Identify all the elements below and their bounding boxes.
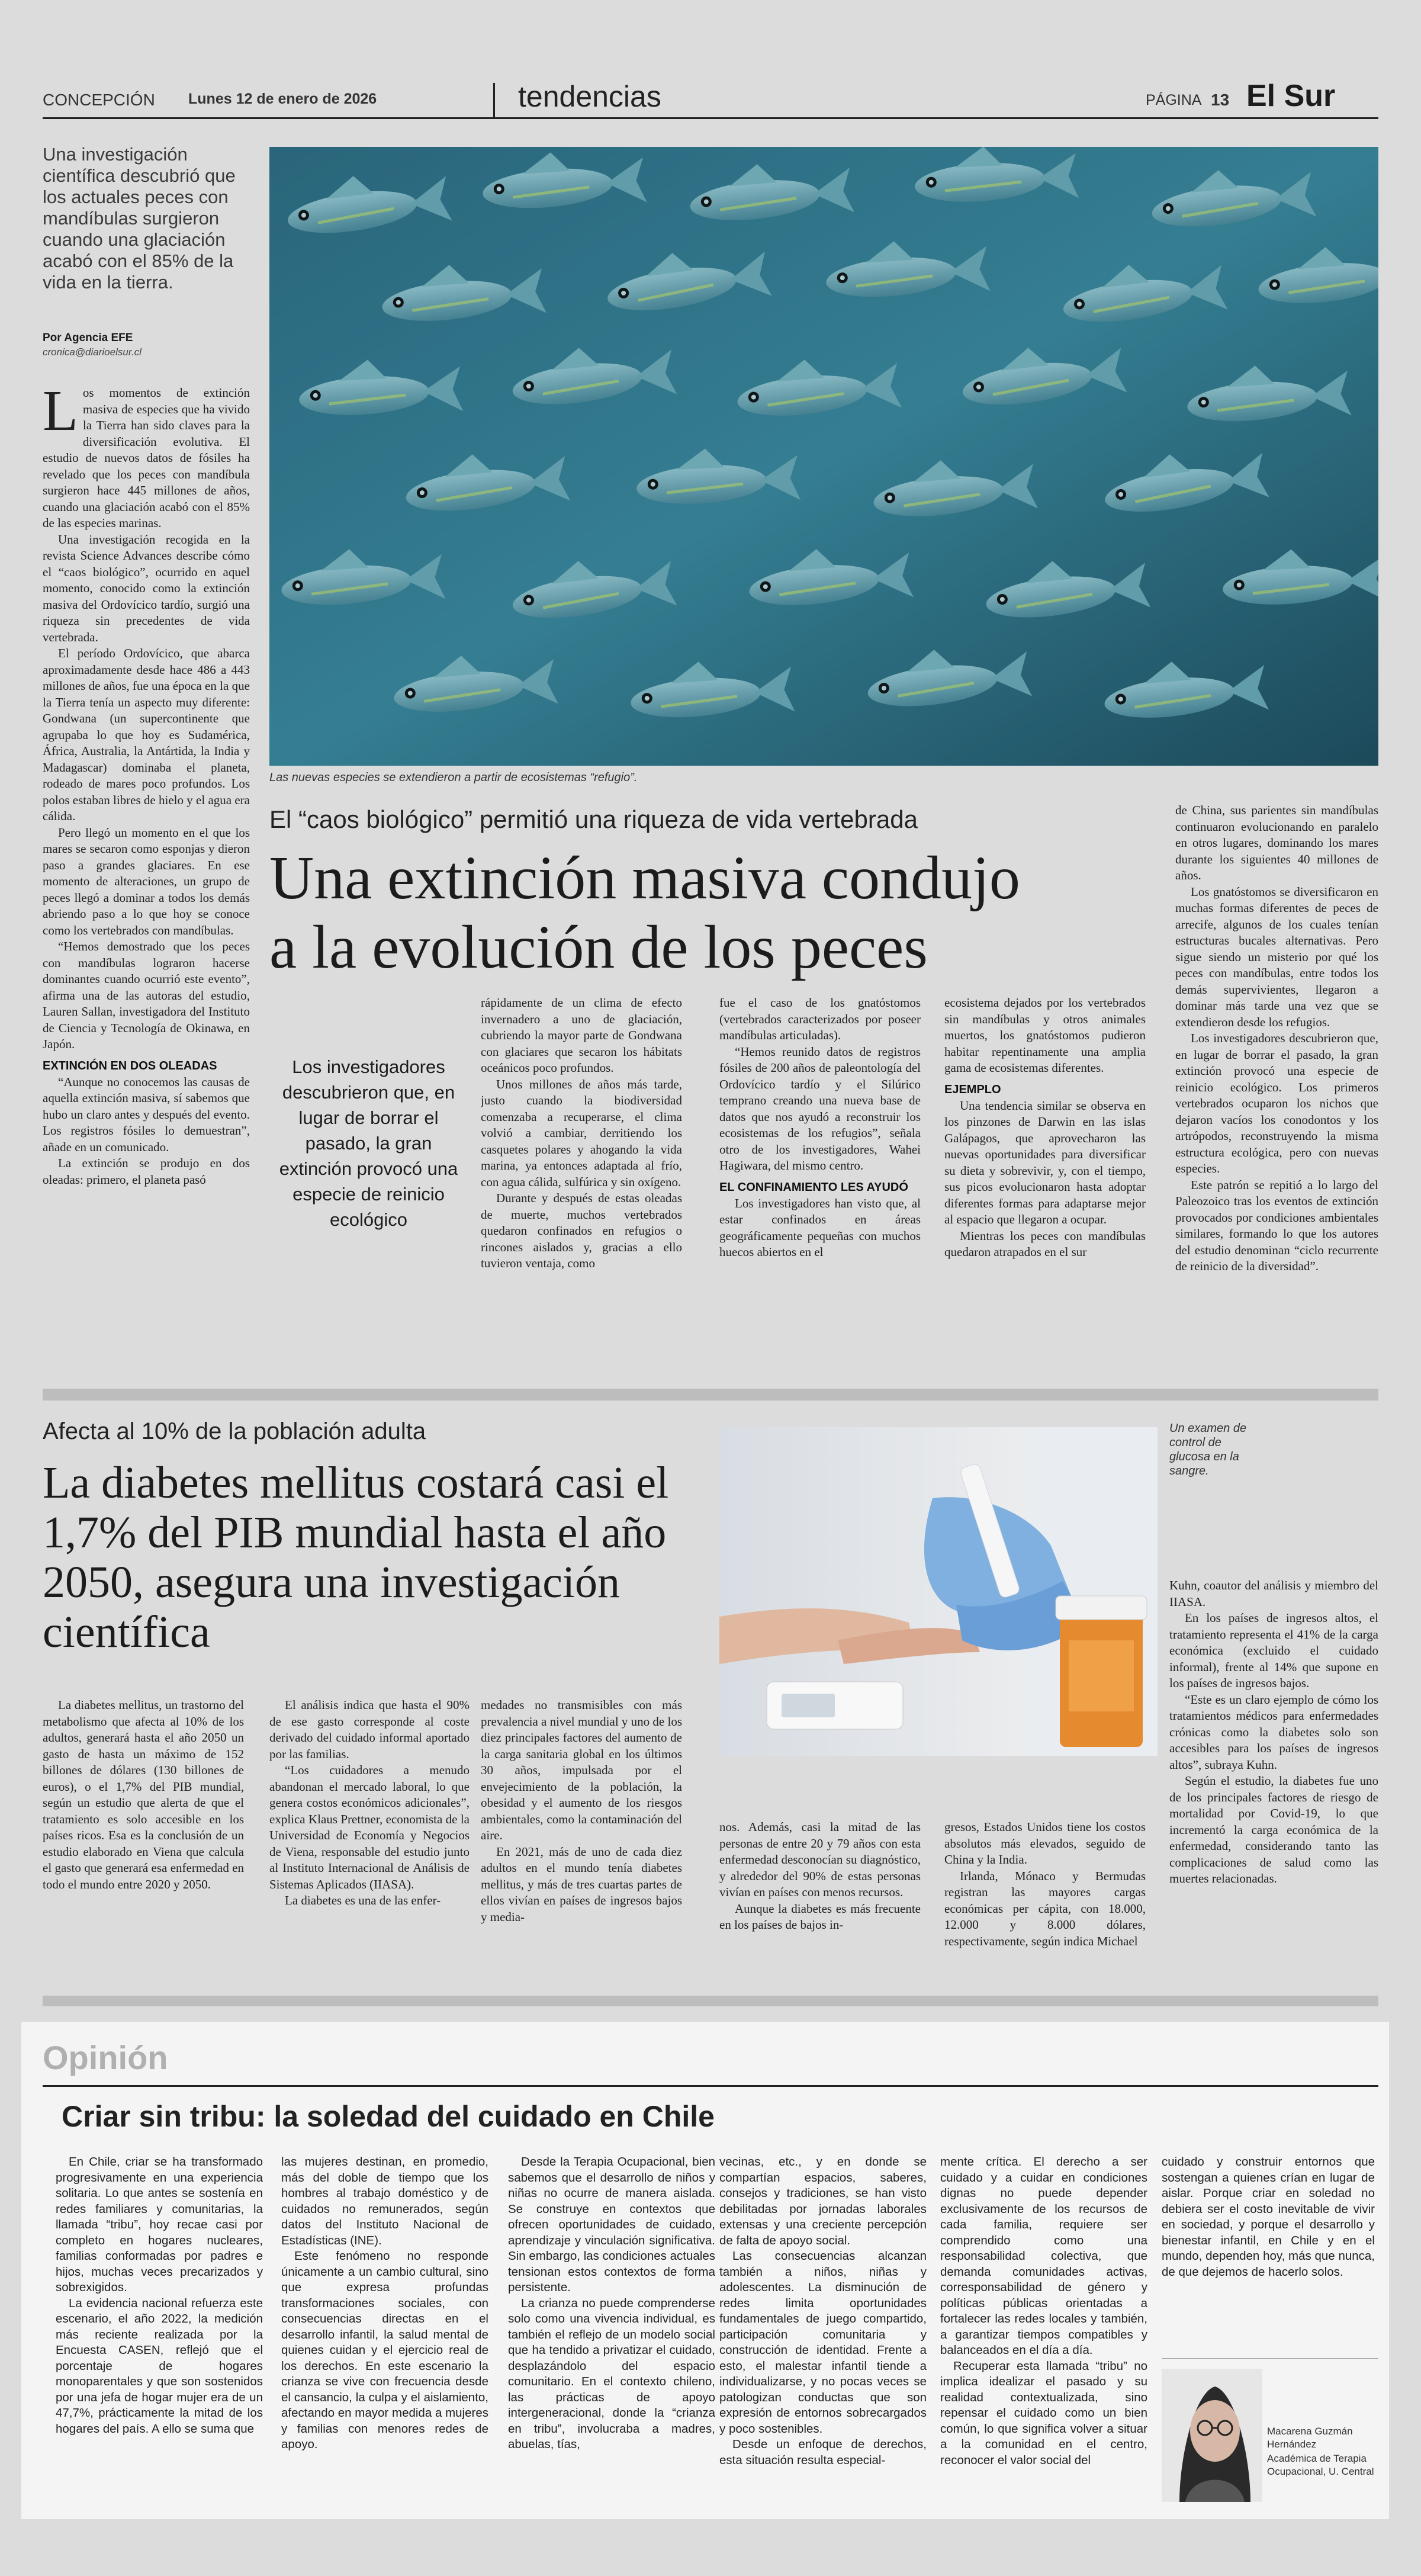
section-separator <box>43 1996 1378 2006</box>
article1-col3-paragraph: “Hemos reunido datos de registros fósiles de 200 años de paleontología del Ordovícico tardío y el Silúrico temprano creando una nueva base de datos que nos ayudó a reconstruir los ecosistemas de los refugios”, señala otro de los investigadores, Wahei Hagiwara, del mismo centro. <box>719 1044 921 1173</box>
article1-col4-paragraph: ecosistema dejados por los vertebrados sin mandíbulas y otros animales muertos, los gnatóstomos pudieron habitar repentinamente una amplia gama de ecosistemas diferentes. <box>944 995 1146 1075</box>
article1-col1-paragraph: “Aunque no conocemos las causas de aquella extinción masiva, sí sabemos que hubo un claro antes y después del evento. Los registros fósiles lo demuestran”, añade en un comunicado. <box>43 1074 250 1154</box>
article1-col3-paragraph: Los investigadores han visto que, al estar confinados en áreas geográficamente pequeñas con muchos huecos abiertos en el <box>719 1196 921 1259</box>
opinion-paragraph: Este fenómeno no responde únicamente a un cambio cultural, sino que expresa profundas transformaciones sociales, con consecuencias directas en el desarrollo infantil, la salud mental de quienes cuidan y el ejercicio real de los derechos. En este escenario la crianza se vive con frecuencia desde el cansancio, la culpa y el aislamiento, afectando en mayor medida a mujeres y familias con menores redes de apoyo. <box>281 2249 488 2451</box>
article1-lead: Una investigación científica descubrió que los actuales peces con mandíbulas surgieron cuando una glaciación acabó con el 85% de la vida en la tierra. <box>43 144 236 293</box>
opinion-paragraph: La evidencia nacional refuerza este escenario, el año 2022, la medición más reciente realizada por la Encuesta CASEN, reflejó que el porcentaje de hogares monoparentales y que son sostenidos por una jefa de hogar mujer era de un 47,7%, prácticamente la mitad de los hogares del país. A ello se suma que <box>56 2296 263 2436</box>
opinion-column-4 <box>719 2154 927 2510</box>
opinion-paragraph: Desde un enfoque de derechos, esta situación resulta especial- <box>719 2437 927 2467</box>
article1-subheading: EJEMPLO <box>944 1083 1001 1096</box>
article1-column-5 <box>1175 802 1378 1374</box>
article2-col6-paragraph: Kuhn, coautor del análisis y miembro del IIASA. <box>1169 1578 1378 1609</box>
article2-column-3 <box>481 1697 682 1970</box>
glucose-photo-caption: Un examen de control de glucosa en la sangre. <box>1169 1422 1247 1477</box>
article2-col4-paragraph: Aunque la diabetes es más frecuente en los países de bajos in- <box>719 1901 921 1932</box>
opinion-section-label: Opinión <box>43 2039 168 2076</box>
article2-col5-paragraph: gresos, Estados Unidos tiene los costos absolutos más elevados, seguido de China y la India. <box>944 1820 1146 1867</box>
glucose-test-photo <box>719 1427 1158 1756</box>
article2-col6-paragraph: En los países de ingresos altos, el tratamiento representa el 41% de la carga económica (excluido el cuidado informal), frente al 14% que supone en los países de ingresos bajos. <box>1169 1611 1378 1690</box>
article2-col3-paragraph: En 2021, más de uno de cada diez adultos en el mundo tenía diabetes mellitus, y más de tres cuartas partes de ellos vivían en países de ingresos bajos y media- <box>481 1844 682 1924</box>
article1-col2-paragraph: Unos millones de años más tarde, justo cuando la biodiversidad comenzaba a recuperarse, el clima volvió a cambiar, derritiendo los casquetes polares y ahogando la vida marina, ya entonces adaptada al frío, con agua cálida, sulfúrica y sin oxígeno. <box>481 1077 682 1189</box>
header-divider <box>493 83 495 118</box>
header-page-number: 13 <box>1211 91 1230 109</box>
author-role: Académica de Terapia Ocupacional, U. Central <box>1267 2453 1374 2477</box>
article2-title: La diabetes mellitus costará casi el 1,7% del PIB mundial hasta el año 2050, asegura una investigación científica <box>43 1458 669 1657</box>
opinion-paragraph: mente crítica. El derecho a ser cuidado y a cuidar en condiciones dignas no puede depender exclusivamente de los recursos de cada familia, requiere ser comprendido como una responsabilidad colectiva, que demanda comunidades activas, corresponsabilidad de género y políticas públicas orientadas a fortalecer las redes locales y también, a garantizar tiempos compatibles y balanceados en el día a día. <box>940 2155 1147 2357</box>
article2-col2-paragraph: La diabetes es una de las enfer- <box>285 1893 441 1907</box>
opinion-paragraph: Las consecuencias alcanzan también a niños, niñas y adolescentes. La disminución de redes limita oportunidades fundamentales de juego compartido, participación comunitaria y construcción de identidad. Frente a esto, el malestar infantil tiende a individualizarse, y no pocas veces se patologizan conductas que son expresión de entornos sobrecargados y poco sostenibles. <box>719 2249 927 2436</box>
article2-col2-paragraph: El análisis indica que hasta el 90% de ese gasto corresponde al coste derivado del cuidado informal aportado por las familias. <box>269 1698 470 1761</box>
article2-col6-paragraph: Según el estudio, la diabetes fue uno de los principales factores de riesgo de mortalidad por Covid-19, lo que incrementó la carga económica de la enfermedad, considerando tanto las complicaciones de salud como las muertes relacionadas. <box>1169 1774 1378 1886</box>
article1-col5-paragraph: Los gnatóstomos se diversificaron en muchas formas diferentes de peces de arrecife, algunos de los cuales tenían estructuras bucales alternativas. Pero sigue siendo un misterio por qué los peces con mandíbulas, entre todos los demás supervivientes, llegaron a dominar más tarde una vez que se extendieron desde los refugios. <box>1175 884 1378 1029</box>
article2-col2-paragraph: “Los cuidadores a menudo abandonan el mercado laboral, lo que genera costos económicos adicionales”, explica Klaus Prettner, economista de la Universidad de Economía y Negocios de Viena, responsable del estudio junto al Instituto Internacional de Análisis de Sistemas Aplicados (IIASA). <box>269 1763 470 1891</box>
article1-column-1 <box>43 385 250 1374</box>
section-separator <box>43 1389 1378 1401</box>
article1-col1-paragraph: La extinción se produjo en dos oleadas: primero, el planeta pasó <box>43 1156 250 1187</box>
article2-column-6 <box>1169 1578 1378 1970</box>
opinion-column-2 <box>281 2154 488 2510</box>
article1-title-line2: a la evolución de los peces <box>269 913 928 981</box>
article1-subheading: EXTINCIÓN EN DOS OLEADAS <box>43 1059 217 1072</box>
header-paper-name: El Sur <box>1246 79 1336 113</box>
opinion-title: Criar sin tribu: la soledad del cuidado en Chile <box>62 2100 715 2133</box>
article1-col5-paragraph: Este patrón se repitió a lo largo del Paleozoico tras los eventos de extinción provocados por condiciones ambientales similares, formando lo que los autores del estudio denominan “ciclo recurrente de reinicio de la diversidad”. <box>1175 1177 1378 1273</box>
article2-col3-paragraph: medades no transmisibles con más prevalencia a nivel mundial y uno de los diez principales factores del aumento de la carga sanitaria global en los últimos 30 años, impulsada por el envejecimiento de la población, la obesidad y el aumento de los riesgos ambientales, como la contaminación del aire. <box>481 1698 682 1842</box>
article1-col3-paragraph: fue el caso de los gnatóstomos (vertebrados caracterizados por poseer mandíbulas articuladas). <box>719 995 921 1042</box>
header-page-label: PÁGINA <box>1146 92 1202 108</box>
opinion-paragraph: Desde la Terapia Ocupacional, bien sabemos que el desarrollo de niños y niñas no ocurre de manera aislada. Se construye en contextos que ofrecen oportunidades de cuidado, aprendizaje y vinculación significativa. Sin embargo, las condiciones actuales tensionan estos contextos de forma persistente. <box>508 2155 715 2294</box>
article2-column-2 <box>269 1697 470 1970</box>
article2-column-4 <box>719 1819 921 1970</box>
opinion-column-3 <box>508 2154 715 2510</box>
article1-title-line1: Una extinción masiva condujo <box>269 844 1020 912</box>
article1-subheading: EL CONFINAMIENTO LES AYUDÓ <box>719 1180 908 1194</box>
opinion-paragraph: En Chile, criar se ha transformado progresivamente en una experiencia solitaria. Lo que antes se sostenía en redes familiares y comunitarias, la llamada “tribu”, hoy recae casi por completo en hogares nucleares, familias conformadas por padres e hijos, muchas veces precarizados y sobrexigidos. <box>56 2155 263 2294</box>
article2-col1-paragraph: La diabetes mellitus, un trastorno del metabolismo que afecta al 10% de los adultos, generará hasta el año 2050 un gasto de hasta un máximo de 152 billones de dólares (130 billones de euros), o el 1,7% del PIB mundial, según un estudio que alerta de que el tratamiento es solo accesible en los países ricos. Esa es la conclusión de un estudio elaborado en Viena que calcula el gasto que generará esa enfermedad en todo el mundo entre 2020 y 2050. <box>43 1698 244 1891</box>
opinion-paragraph: La crianza no puede comprenderse solo como una vivencia individual, es también el reflejo de un modelo social que ha tendido a privatizar el cuidado, desplazándolo del espacio comunitario. En el contexto chileno, las prácticas de apoyo intergeneracional, donde la “crianza en tribu”, involucraba a madres, abuelas, tías, <box>508 2296 715 2451</box>
header-section: tendencias <box>518 80 661 113</box>
dropcap-letter: L <box>43 385 78 443</box>
article2-col6-paragraph: “Este es un claro ejemplo de cómo los tratamientos médicos para enfermedades crónicas como la diabetes solo son accesibles para los países de ingresos altos”, subraya Kuhn. <box>1169 1692 1378 1772</box>
article2-col4-paragraph: nos. Además, casi la mitad de las personas de entre 20 y 79 años con esta enfermedad desconocían su diagnóstico, y alrededor del 90% de estas personas vivían en países con menos recursos. <box>719 1820 921 1899</box>
opinion-column-5 <box>940 2154 1147 2510</box>
article1-column-2 <box>481 995 682 1374</box>
article2-column-5 <box>944 1819 1146 1970</box>
fish-photo-caption: Las nuevas especies se extendieron a partir de ecosistemas “refugio”. <box>269 771 638 784</box>
author-name: Macarena Guzmán Hernández <box>1267 2426 1353 2450</box>
author-box-rule <box>1162 2358 1378 2359</box>
article1-col5-paragraph: Los investigadores descubrieron que, en lugar de borrar el pasado, la gran extinción provocó una especie de reinicio ecológico. Los primeros vertebrados ocuparon los nichos que dejaron vacíos los conodontos y los artrópodos, reconstruyendo la misma estructura ecológica, pero con nuevas especies. <box>1175 1031 1378 1175</box>
header-rule <box>43 117 1378 119</box>
article1-col4-paragraph: Una tendencia similar se observa en los pinzones de Darwin en las islas Galápagos, que aprovecharon las nuevas oportunidades para diversificar su dieta y sobrevivir, y, con el tiempo, sus picos evolucionaron hasta adoptar diferentes formas para adaptarse mejor al espacio que llegaron a ocupar. <box>944 1098 1146 1226</box>
fish-school-photo <box>269 147 1378 766</box>
opinion-column-1 <box>56 2154 263 2510</box>
article1-col1-paragraph: Pero llegó un momento en el que los mares se secaron como esponjas y dieron paso a grandes glaciares. En ese momento de alteraciones, un grupo de peces llegó a dominar a todos los demás abriendo paso a lo que hoy se conoce como los vertebrados con mandíbulas. <box>43 825 250 937</box>
article1-column-4 <box>944 995 1146 1374</box>
article1-col1-paragraph: El período Ordovícico, que abarca aproximadamente desde hace 486 a 443 millones de años, fue una época en la que la Tierra tenía un aspecto muy diferente: Gondwana (un supercontinente que agrupaba lo que hoy es Sudamérica, África, Australia, la Antártida, la India y Madagascar) dominaba el planeta, rodeado de mares poco profundos. Los polos estaban libres de hielo y el agua era cálida. <box>43 646 250 823</box>
article2-kicker: Afecta al 10% de la población adulta <box>43 1418 426 1444</box>
article1-col4-paragraph: Mientras los peces con mandíbulas quedaron atrapados en el sur <box>944 1228 1146 1259</box>
article1-email: cronica@diarioelsur.cl <box>43 346 142 358</box>
article1-col1-paragraph: Una investigación recogida en la revista Science Advances describe cómo el “caos biológico”, ocurrido en aquel momento, conocido como la extinción masiva del Ordovícico tardío, surgió una riqueza sin precedentes de vida vertebrada. <box>43 532 250 644</box>
opinion-rule <box>43 2085 1378 2087</box>
article1-column-3 <box>719 995 921 1374</box>
article1-col1-text: os momentos de extinción masiva de especies que ha vivido la Tierra han sido claves para la diversificación evolutiva. El estudio de nuevos datos de fósiles ha revelado que los peces con mandíbula surgieron hace 445 millones de años, cuando una glaciación acabó con el 85% de las especies marinas. <box>43 386 250 530</box>
article1-col1-paragraph: “Hemos demostrado que los peces con mandíbulas lograron hacerse dominantes cuando ocurrió este evento”, afirma una de las autoras del estudio, Lauren Sallan, investigadora del Instituto de Ciencia y Tecnología de Okinawa, en Japón. <box>43 939 250 1051</box>
header-date: Lunes 12 de enero de 2026 <box>188 91 377 107</box>
opinion-paragraph: cuidado y construir entornos que sostengan a quienes crían en lugar de aislar. Porque criar en soledad no debiera ser el costo inevitable de vivir en sociedad, y porque el desarrollo y bienestar infantil, en Chile y en el mundo, dependen hoy, más que nunca, de que dejemos de hacerlo solos. <box>1162 2155 1375 2279</box>
article1-byline: Por Agencia EFE <box>43 332 133 344</box>
article1-col2-paragraph: Durante y después de estas oleadas de muerte, muchos vertebrados quedaron confinados en refugios o rincones aislados y, gracias a ello tuvieron ventaja, como <box>481 1191 682 1270</box>
header-city: CONCEPCIÓN <box>43 91 155 109</box>
article1-col5-paragraph: de China, sus parientes sin mandíbulas continuaron evolucionando en paralelo en otros lugares, dominando los mares durante los siguientes 40 millones de años. <box>1175 803 1378 882</box>
opinion-paragraph: las mujeres destinan, en promedio, más del doble de tiempo que los hombres al trabajo doméstico y de cuidados no remunerados, según datos del Instituto Nacional de Estadísticas (INE). <box>281 2155 488 2247</box>
opinion-column-6 <box>1162 2154 1375 2320</box>
article2-col5-paragraph: Irlanda, Mónaco y Bermudas registran las mayores cargas económicas per cápita, con 18.000, 12.000 y 8.000 dólares, respectivamente, según indica Michael <box>944 1868 1146 1948</box>
article1-kicker: El “caos biológico” permitió una riqueza de vida vertebrada <box>269 805 918 833</box>
opinion-paragraph: Recuperar esta llamada “tribu” no implica idealizar el pasado y su realidad contextualizada, sino repensar el cuidado como un bien común, lo que significa volver a situar a la comunidad en el centro, reconocer el valor social del <box>940 2359 1147 2467</box>
article1-col2-paragraph: rápidamente de un clima de efecto invernadero a uno de glaciación, cubriendo la mayor parte de Gondwana con glaciares que secaron los hábitats oceánicos poco profundos. <box>481 995 682 1075</box>
opinion-paragraph: vecinas, etc., y en donde se compartían espacios, saberes, consejos y tradiciones, se han visto debilitadas por jornadas laborales extensas y una creciente percepción de falta de apoyo social. <box>719 2155 927 2247</box>
author-photo <box>1162 2369 1262 2502</box>
article1-pullquote: Los investigadores descubrieron que, en lugar de borrar el pasado, la gran extinción provocó una especie de reinicio ecológico <box>279 1056 458 1230</box>
article2-column-1 <box>43 1697 244 1970</box>
